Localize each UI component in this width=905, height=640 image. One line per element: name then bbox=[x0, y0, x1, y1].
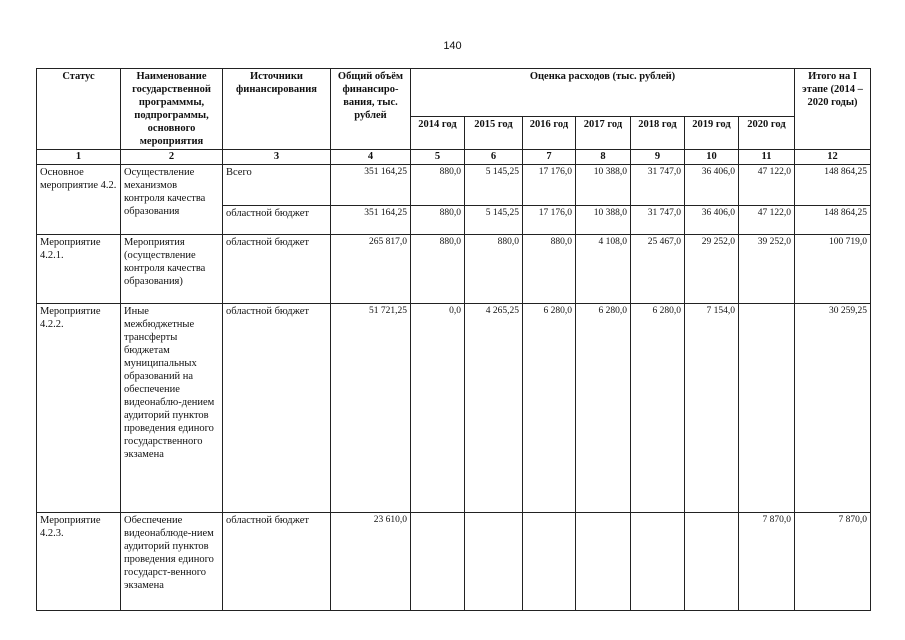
cell-year-value: 6 280,0 bbox=[576, 304, 631, 513]
cell-total: 351 164,25 bbox=[331, 206, 411, 235]
table-row bbox=[37, 165, 871, 206]
budget-table bbox=[36, 68, 871, 611]
cell-stage-total: 148 864,25 bbox=[795, 165, 871, 206]
header-year: 2018 год bbox=[631, 116, 685, 149]
cell-year-value bbox=[523, 513, 576, 611]
cell-year-value: 29 252,0 bbox=[685, 235, 739, 304]
cell-year-value: 25 467,0 bbox=[631, 235, 685, 304]
table-row bbox=[37, 304, 871, 513]
header-year: 2019 год bbox=[685, 116, 739, 149]
cell-year-value: 4 108,0 bbox=[576, 235, 631, 304]
column-index: 5 bbox=[411, 150, 465, 165]
header-year: 2015 год bbox=[465, 116, 523, 149]
page-number: 140 bbox=[443, 40, 462, 52]
cell-year-value: 47 122,0 bbox=[739, 165, 795, 206]
cell-year-value bbox=[465, 513, 523, 611]
cell-stage-total: 100 719,0 bbox=[795, 235, 871, 304]
cell-status: Основное мероприятие 4.2. bbox=[37, 165, 121, 235]
header-total: Общий объём финансиро-вания, тыс. рублей bbox=[331, 69, 411, 150]
column-index: 10 bbox=[685, 150, 739, 165]
column-index: 1 bbox=[37, 150, 121, 165]
header-year: 2017 год bbox=[576, 116, 631, 149]
header-status: Статус bbox=[37, 69, 121, 150]
cell-year-value: 7 154,0 bbox=[685, 304, 739, 513]
column-index: 12 bbox=[795, 150, 871, 165]
cell-year-value bbox=[631, 513, 685, 611]
cell-source: Всего bbox=[223, 165, 331, 206]
cell-year-value: 5 145,25 bbox=[465, 206, 523, 235]
column-index: 4 bbox=[331, 150, 411, 165]
cell-total: 351 164,25 bbox=[331, 165, 411, 206]
cell-year-value: 39 252,0 bbox=[739, 235, 795, 304]
cell-status: Мероприятие 4.2.2. bbox=[37, 304, 121, 513]
cell-name: Мероприятия (осуществление контроля качества образования) bbox=[121, 235, 223, 304]
cell-year-value: 17 176,0 bbox=[523, 165, 576, 206]
header-estimate: Оценка расходов (тыс. рублей) bbox=[411, 69, 795, 117]
cell-year-value: 31 747,0 bbox=[631, 165, 685, 206]
cell-name: Обеспечение видеонаблюде-нием аудиторий пунктов проведения единого государст-венного экзамена bbox=[121, 513, 223, 611]
cell-name: Осуществление механизмов контроля качества образования bbox=[121, 165, 223, 235]
cell-year-value: 31 747,0 bbox=[631, 206, 685, 235]
cell-year-value: 880,0 bbox=[465, 235, 523, 304]
cell-stage-total: 30 259,25 bbox=[795, 304, 871, 513]
cell-status: Мероприятие 4.2.1. bbox=[37, 235, 121, 304]
cell-year-value: 10 388,0 bbox=[576, 206, 631, 235]
cell-year-value: 6 280,0 bbox=[523, 304, 576, 513]
header-sources: Источники финансирования bbox=[223, 69, 331, 150]
cell-year-value: 17 176,0 bbox=[523, 206, 576, 235]
cell-status: Мероприятие 4.2.3. bbox=[37, 513, 121, 611]
cell-year-value: 880,0 bbox=[411, 165, 465, 206]
header-year: 2020 год bbox=[739, 116, 795, 149]
cell-source: областной бюджет bbox=[223, 206, 331, 235]
cell-stage-total: 148 864,25 bbox=[795, 206, 871, 235]
cell-year-value bbox=[739, 304, 795, 513]
cell-total: 23 610,0 bbox=[331, 513, 411, 611]
cell-year-value bbox=[411, 513, 465, 611]
cell-year-value: 36 406,0 bbox=[685, 206, 739, 235]
cell-year-value: 880,0 bbox=[411, 206, 465, 235]
cell-year-value: 880,0 bbox=[411, 235, 465, 304]
cell-year-value: 4 265,25 bbox=[465, 304, 523, 513]
table-row bbox=[37, 235, 871, 304]
cell-year-value: 880,0 bbox=[523, 235, 576, 304]
cell-name: Иные межбюджетные трансферты бюджетам муниципальных образований на обеспечение видеонаблю-дением аудиторий пунктов проведения единого государственного экзамена bbox=[121, 304, 223, 513]
table-row bbox=[37, 513, 871, 611]
cell-total: 265 817,0 bbox=[331, 235, 411, 304]
cell-year-value: 5 145,25 bbox=[465, 165, 523, 206]
cell-source: областной бюджет bbox=[223, 513, 331, 611]
column-index: 6 bbox=[465, 150, 523, 165]
header-name: Наименование государственной программмы, подпрограммы, основного мероприятия bbox=[121, 69, 223, 150]
header-year: 2014 год bbox=[411, 116, 465, 149]
cell-source: областной бюджет bbox=[223, 235, 331, 304]
cell-year-value: 6 280,0 bbox=[631, 304, 685, 513]
column-index: 3 bbox=[223, 150, 331, 165]
column-index: 7 bbox=[523, 150, 576, 165]
header-stage-total: Итого на I этапе (2014 – 2020 годы) bbox=[795, 69, 871, 150]
cell-year-value: 0,0 bbox=[411, 304, 465, 513]
column-index: 11 bbox=[739, 150, 795, 165]
column-index: 8 bbox=[576, 150, 631, 165]
cell-year-value bbox=[685, 513, 739, 611]
cell-source: областной бюджет bbox=[223, 304, 331, 513]
cell-year-value: 47 122,0 bbox=[739, 206, 795, 235]
cell-year-value: 7 870,0 bbox=[739, 513, 795, 611]
column-index: 2 bbox=[121, 150, 223, 165]
cell-year-value bbox=[576, 513, 631, 611]
cell-total: 51 721,25 bbox=[331, 304, 411, 513]
cell-stage-total: 7 870,0 bbox=[795, 513, 871, 611]
column-index: 9 bbox=[631, 150, 685, 165]
cell-year-value: 36 406,0 bbox=[685, 165, 739, 206]
header-year: 2016 год bbox=[523, 116, 576, 149]
cell-year-value: 10 388,0 bbox=[576, 165, 631, 206]
